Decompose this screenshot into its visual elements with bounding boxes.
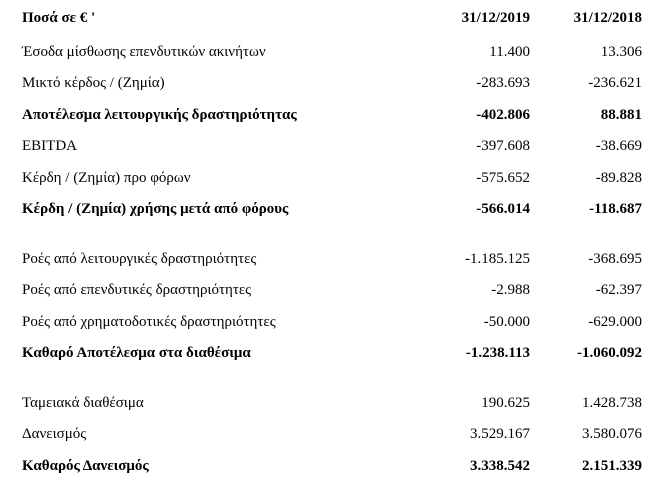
row-operating-result: [22, 99, 642, 131]
row-operating-cash-flows: [22, 243, 642, 275]
header-col-2019: 31/12/2019: [461, 10, 530, 26]
value-2019: -575.652: [476, 169, 530, 186]
value-2018: -38.669: [595, 138, 642, 155]
value-2019: 11.400: [489, 43, 530, 60]
value-2019: -1.238.113: [465, 345, 530, 362]
row-label: Κέρδη / (Ζημία) προ φόρων: [22, 169, 191, 186]
row-gross-profit: [22, 68, 642, 100]
value-2018: -236.621: [588, 75, 642, 92]
section-spacer: [22, 225, 642, 243]
row-net-borrowings: [22, 450, 642, 482]
value-2018: -89.828: [595, 169, 642, 186]
row-borrowings: [22, 419, 642, 451]
value-2018: 88.881: [600, 106, 642, 123]
row-rental-income: [22, 36, 642, 68]
value-2018: 2.151.339: [582, 457, 642, 474]
value-2018: 13.306: [600, 43, 642, 60]
financial-summary-table: [22, 8, 642, 482]
row-label: Αποτέλεσμα λειτουργικής δραστηριότητας: [22, 106, 297, 123]
table-header-row: [22, 8, 642, 36]
row-label: Ροές από επενδυτικές δραστηριότητες: [22, 282, 252, 299]
value-2019: -283.693: [476, 75, 530, 92]
value-2018: 3.580.076: [582, 426, 642, 443]
row-label: Καθαρό Αποτέλεσμα στα διαθέσιμα: [22, 345, 251, 362]
header-amounts-label: Ποσά σε € ': [22, 10, 96, 26]
header-col-2018: 31/12/2018: [573, 10, 642, 26]
value-2019: 3.529.167: [470, 426, 530, 443]
row-cash-equivalents: [22, 387, 642, 419]
row-label: Δανεισμός: [22, 426, 87, 443]
row-label: EBITDA: [22, 138, 77, 155]
value-2018: -62.397: [595, 282, 642, 299]
row-label: Μικτό κέρδος / (Ζημία): [22, 75, 165, 92]
row-label: Ροές από λειτουργικές δραστηριότητες: [22, 250, 257, 267]
value-2019: -50.000: [483, 313, 530, 330]
row-label: Κέρδη / (Ζημία) χρήσης μετά από φόρους: [22, 201, 289, 218]
row-label: Ταμειακά διαθέσιμα: [22, 394, 144, 411]
section-spacer: [22, 369, 642, 387]
value-2019: -1.185.125: [465, 250, 530, 267]
row-label: Καθαρός Δανεισμός: [22, 457, 149, 474]
row-financing-cash-flows: [22, 306, 642, 338]
value-2018: -629.000: [588, 313, 642, 330]
row-profit-after-tax: [22, 194, 642, 226]
row-investing-cash-flows: [22, 275, 642, 307]
row-net-cash-result: [22, 338, 642, 370]
row-ebitda: [22, 131, 642, 163]
value-2019: 3.338.542: [470, 457, 530, 474]
value-2018: 1.428.738: [582, 394, 642, 411]
row-label: Ροές από χρηματοδοτικές δραστηριότητες: [22, 313, 276, 330]
row-label: Έσοδα μίσθωσης επενδυτικών ακινήτων: [22, 43, 266, 60]
value-2019: -402.806: [476, 106, 530, 123]
value-2019: -2.988: [491, 282, 530, 299]
value-2019: -397.608: [476, 138, 530, 155]
value-2018: -118.687: [589, 201, 642, 218]
value-2018: -1.060.092: [577, 345, 642, 362]
value-2019: 190.625: [481, 394, 530, 411]
value-2019: -566.014: [476, 201, 530, 218]
value-2018: -368.695: [588, 250, 642, 267]
row-profit-before-tax: [22, 162, 642, 194]
